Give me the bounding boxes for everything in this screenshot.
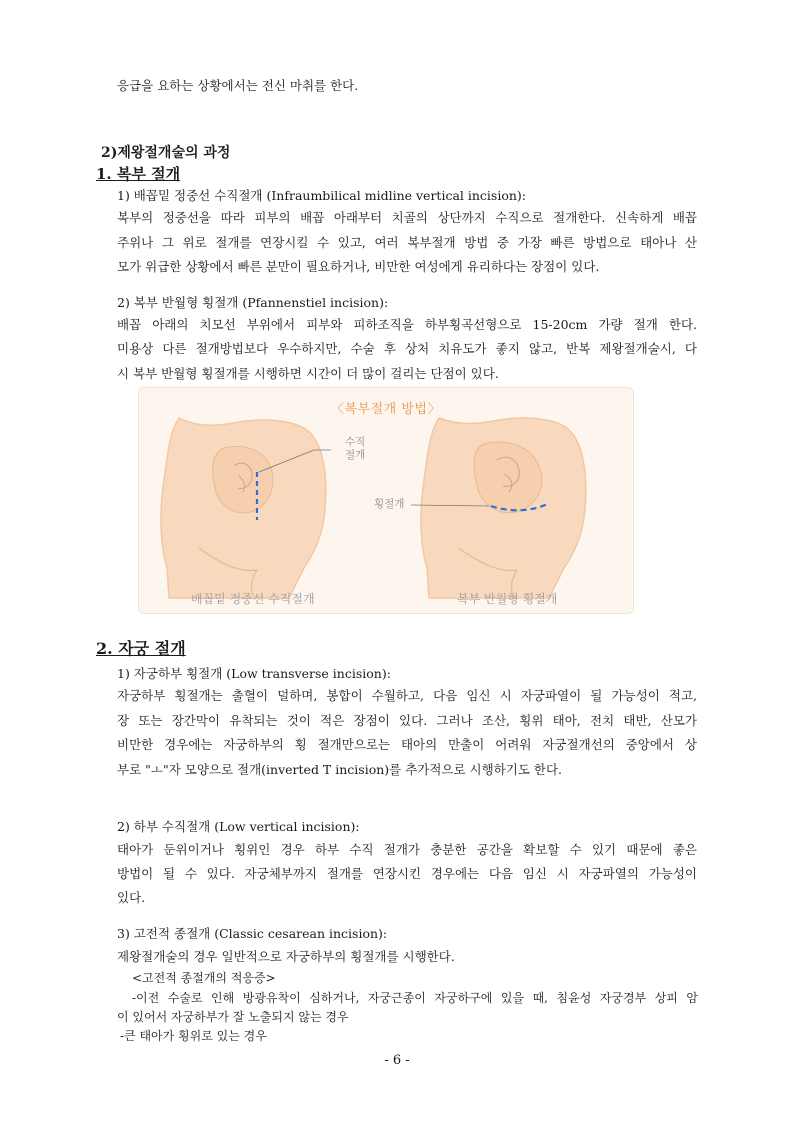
uterine-heading: 2. 자궁 절개 bbox=[96, 639, 186, 658]
indication-item-cont: 이 있어서 자궁하부가 잘 노출되지 않는 경우 bbox=[117, 1010, 349, 1024]
uterine-item2-line: 있다. bbox=[117, 890, 146, 905]
indications-heading: <고전적 종절개의 적응증> bbox=[132, 971, 276, 985]
abdominal-item1-line: 주위나 그 위로 절개를 연장시킬 수 있고, 여러 복부절개 방법 중 가장 빠른 방법으로 태아나 산 bbox=[117, 235, 697, 250]
abdominal-item1-line: 모가 위급한 상황에서 빠른 분만이 필요하거나, 비만한 여성에게 유리하다는 장점이 있다. bbox=[117, 259, 600, 274]
uterine-item1-line: 부로 "ㅗ"자 모양으로 절개(inverted T incision)를 추가적으로 시행하기도 한다. bbox=[117, 762, 563, 777]
uterine-item2-line: 방법이 될 수 있다. 자궁체부까지 절개를 연장시킨 경우에는 다음 임신 시 자궁파열의 가능성이 bbox=[117, 866, 697, 881]
incision-figure bbox=[138, 387, 634, 614]
uterine-item1-line: 비만한 경우에는 자궁하부의 횡 절개만으로는 태아의 만출이 어려워 자궁절개선의 중앙에서 상 bbox=[117, 737, 697, 752]
abdominal-item2-title: 2) 복부 반월형 횡절개 (Pfannenstiel incision): bbox=[117, 295, 389, 310]
uterine-item3-title: 3) 고전적 종절개 (Classic cesarean incision): bbox=[117, 926, 388, 941]
intro-line: 응급을 요하는 상황에서는 전신 마취를 한다. bbox=[117, 78, 359, 93]
left-torso-illustration bbox=[161, 418, 331, 598]
label-transverse-incision: 횡절개 bbox=[374, 498, 405, 510]
uterine-item1-line: 자궁하부 횡절개는 출혈이 덜하며, 봉합이 수월하고, 다음 임신 시 자궁파열이 될 가능성이 적고, bbox=[117, 688, 697, 703]
section-title: 2)제왕절개술의 과정 bbox=[101, 145, 231, 161]
uterine-item2-title: 2) 하부 수직절개 (Low vertical incision): bbox=[117, 819, 360, 834]
indication-item: -이전 수술로 인해 방광유착이 심하거나, 자궁근종이 자궁하구에 있을 때, 침윤성 자궁경부 상피 암 bbox=[132, 991, 698, 1005]
uterine-item3-line: 제왕절개술의 경우 일반적으로 자궁하부의 횡절개를 시행한다. bbox=[117, 949, 455, 964]
abdominal-heading: 1. 복부 절개 bbox=[96, 165, 181, 183]
caption-transverse-incision: 복부 반월형 횡절개 bbox=[457, 592, 558, 606]
caption-vertical-incision: 배꼽밑 정중선 수직절개 bbox=[191, 592, 315, 606]
figure-title: 〈복부절개 방법〉 bbox=[331, 402, 441, 417]
right-torso-illustration bbox=[411, 418, 586, 598]
abdominal-item2-line: 시 복부 반월형 횡절개를 시행하면 시간이 더 많이 걸리는 단점이 있다. bbox=[117, 366, 499, 381]
page-number: - 6 - bbox=[384, 1053, 410, 1068]
uterine-item1-line: 장 또는 장간막이 유착되는 것이 적은 장점이 있다. 그러나 조산, 횡위 태아, 전치 태반, 산모가 bbox=[117, 713, 697, 728]
abdominal-item1-title: 1) 배꼽밑 정중선 수직절개 (Infraumbilical midline vertical incision): bbox=[117, 188, 526, 203]
abdominal-item2-line: 미용상 다른 절개방법보다 우수하지만, 수술 후 상처 치유도가 좋지 않고, 반복 제왕절개술시, 다 bbox=[117, 341, 697, 356]
label-vertical-line2: 절개 bbox=[345, 449, 366, 461]
uterine-item1-title: 1) 자궁하부 횡절개 (Low transverse incision): bbox=[117, 666, 391, 681]
label-vertical-line1: 수직 bbox=[345, 436, 366, 448]
abdominal-item2-line: 배꼽 아래의 치모선 부위에서 피부와 피하조직을 하부횡곡선형으로 15-20cm 가량 절개 한다. bbox=[117, 317, 697, 332]
label-vertical-incision bbox=[345, 436, 365, 462]
uterine-item2-line: 태아가 둔위이거나 횡위인 경우 하부 수직 절개가 충분한 공간을 확보할 수 있기 때문에 좋은 bbox=[117, 842, 697, 857]
abdominal-item1-line: 복부의 정중선을 따라 피부의 배꼽 아래부터 치골의 상단까지 수직으로 절개한다. 신속하게 배꼽 bbox=[117, 210, 697, 225]
indication-item: -큰 태아가 횡위로 있는 경우 bbox=[120, 1029, 267, 1043]
